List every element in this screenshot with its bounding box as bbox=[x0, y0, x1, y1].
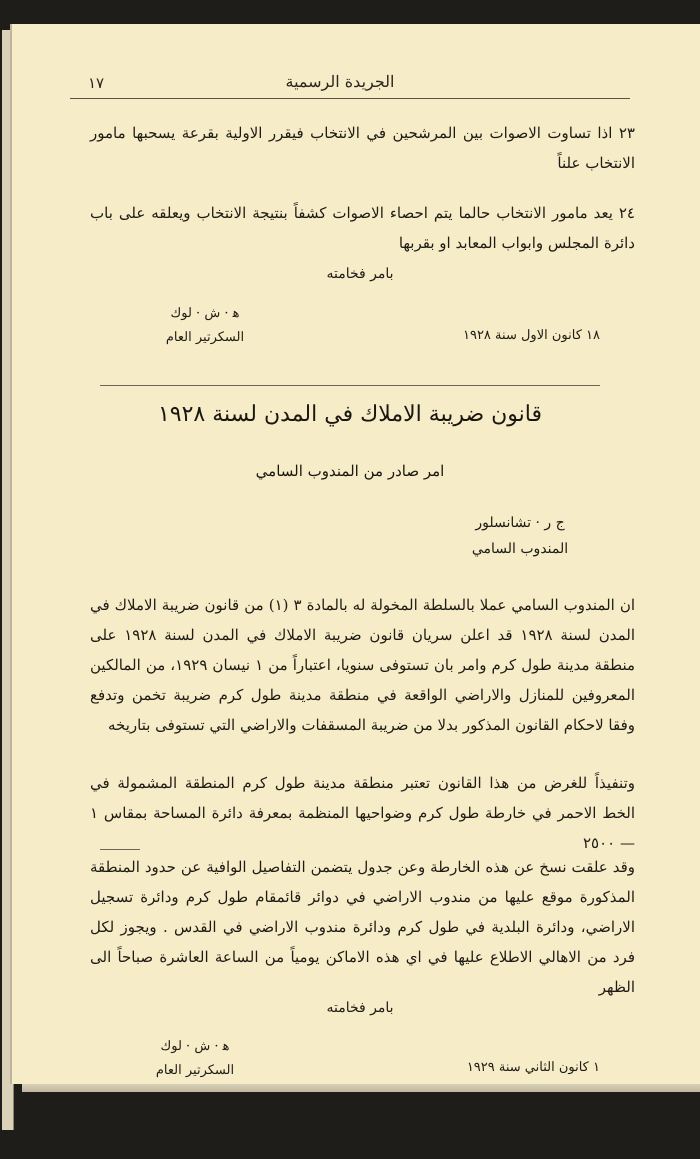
signatory-name: ﻫ · ش · لوك bbox=[170, 306, 240, 321]
signature-block bbox=[140, 302, 270, 350]
section-divider bbox=[100, 385, 600, 386]
small-divider bbox=[100, 849, 140, 850]
running-header bbox=[60, 66, 620, 96]
signatory-name-2: ﻫ · ش · لوك bbox=[160, 1039, 230, 1054]
by-order-line: بامر فخامته bbox=[326, 266, 394, 282]
clause-23: ٢٣ اذا تساوت الاصوات بين المرشحين في الانتخاب فيقرر الاولية بقرعة يسحبها مامور الانتخاب علناً bbox=[90, 124, 635, 172]
signatory-title: السكرتير العام bbox=[165, 330, 245, 345]
law-paragraph-3: وقد علقت نسخ عن هذه الخارطة وعن جدول يتضمن التفاصيل الوافية عن حدود المنطقة المذكورة موقع عليها من مندوب الاراضي في دوائر قائمقام طول كرم ودائرة تسجيل الاراضي، ودائرة البلدية في طول كرم ودائرة مندوب الاراضي في القدس . ويجوز لكل فرد من الاهالي الاطلاع عليها في اي هذه الاماكن يومياً من الساعة العاشرة صباحاً الى الظهر bbox=[90, 858, 635, 996]
by-order-line-2: بامر فخامته bbox=[326, 1000, 394, 1016]
decree-subtitle: امر صادر من المندوب السامي bbox=[255, 462, 445, 480]
issuer-title: المندوب السامي bbox=[471, 541, 569, 557]
gazette-title: الجريدة الرسمية bbox=[285, 72, 395, 91]
clause-24: ٢٤ يعد مامور الانتخاب حالما يتم احصاء الاصوات كشفاً بنتيجة الانتخاب ويعلقه على باب دائرة المجلس وابواب المعابد او بقربها bbox=[90, 204, 635, 252]
signature-block-2 bbox=[130, 1035, 260, 1083]
law-paragraph-2: وتنفيذاً للغرض من هذا القانون تعتبر منطقة مدينة طول كرم المنطقة المشمولة في الخط الاحمر في خارطة طول كرم وضواحيها المنظمة بمعرفة دائرة المساحة بمقاس ١ — ٢٥٠٠ bbox=[90, 774, 635, 852]
page-bottom-edges bbox=[22, 1084, 700, 1092]
signatory-title-2: السكرتير العام bbox=[155, 1063, 235, 1078]
law-title: قانون ضريبة الاملاك في المدن لسنة ١٩٢٨ bbox=[157, 402, 543, 427]
issuer-name: ج ر · تشانسلور bbox=[475, 515, 565, 531]
header-rule bbox=[70, 98, 630, 99]
decree-date: ١٨ كانون الاول سنة ١٩٢٨ bbox=[462, 328, 600, 343]
law-paragraph-1: ان المندوب السامي عملا بالسلطة المخولة له بالمادة ٣ (١) من قانون ضريبة الاملاك في المدن لسنة ١٩٢٨ قد اعلن سريان قانون ضريبة الاملاك في المدن لسنة ١٩٢٨ على منطقة مدينة طول كرم وامر بان تستوفى سنويا، اعتباراً من ١ نيسان ١٩٢٩، من المالكين المعروفين للمنازل والاراضي الواقعة في منطقة مدينة طول كرم ضريبة تخمن وتدفع وفقا لاحكام القانون المذكور بدلا من ضريبة المسقفات والاراضي التي تستوفى بتاريخه bbox=[90, 596, 636, 734]
page-number: ١٧ bbox=[88, 74, 105, 92]
issuer-block bbox=[440, 510, 600, 562]
law-date: ١ كانون الثاني سنة ١٩٢٩ bbox=[466, 1060, 600, 1075]
